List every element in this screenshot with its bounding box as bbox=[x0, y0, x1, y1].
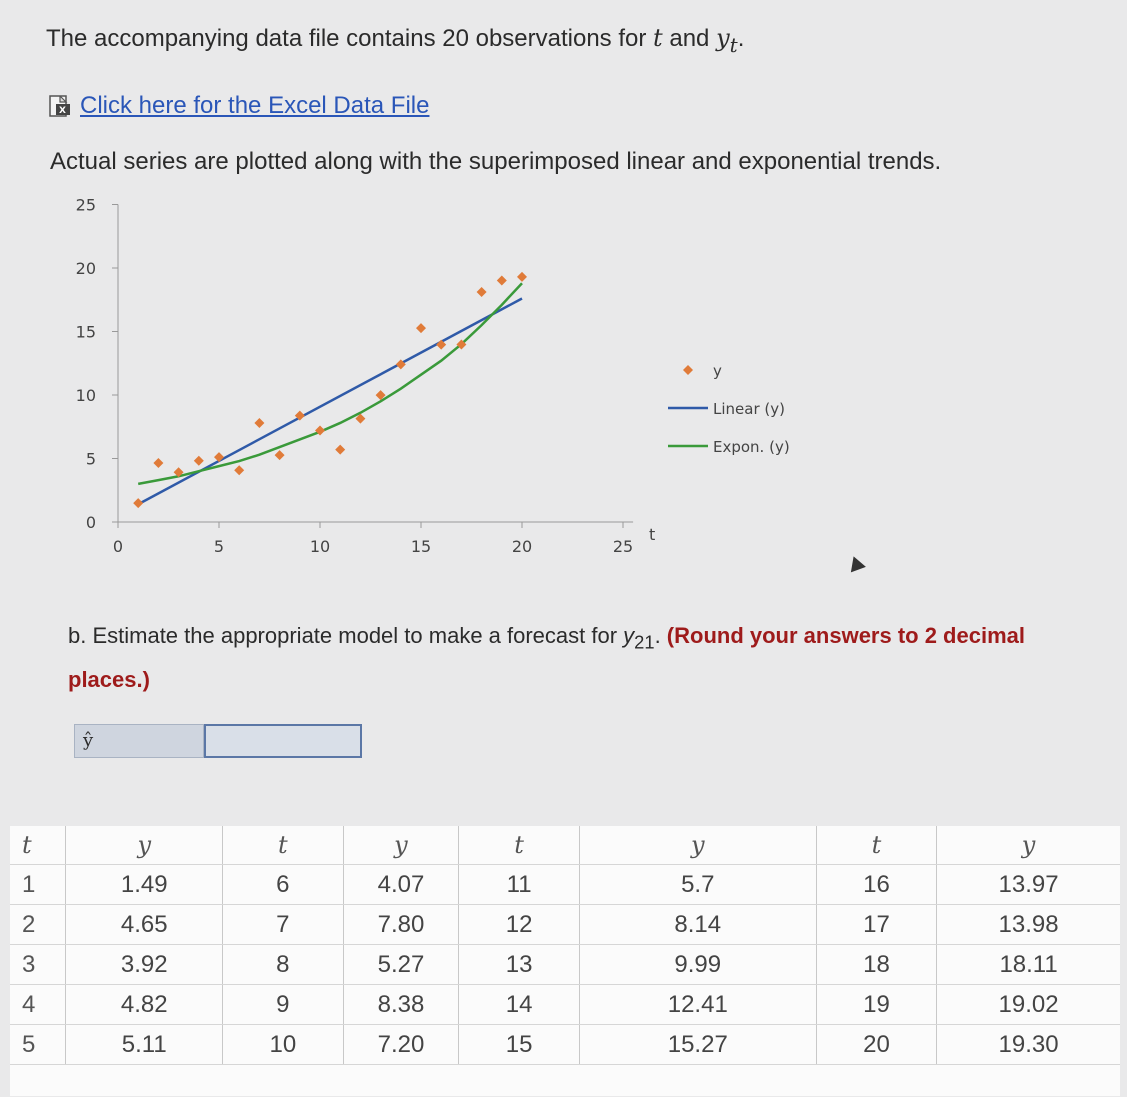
x-tick-label: 5 bbox=[213, 537, 225, 556]
y-tick-label: 20 bbox=[75, 259, 96, 278]
data-point bbox=[234, 465, 244, 475]
cell-y: 19.02 bbox=[937, 985, 1120, 1025]
table-row bbox=[10, 905, 1120, 945]
table-row bbox=[10, 865, 1120, 905]
intro-var-y: y bbox=[716, 24, 730, 52]
header-y: y bbox=[343, 826, 459, 865]
cell-y: 9.99 bbox=[579, 945, 816, 985]
yhat-input[interactable] bbox=[204, 724, 362, 758]
data-point bbox=[416, 323, 426, 333]
data-point bbox=[517, 272, 527, 282]
data-table-container bbox=[10, 826, 1120, 1096]
table-header-row bbox=[10, 826, 1120, 865]
row-index: 1 bbox=[10, 865, 66, 905]
excel-file-icon bbox=[48, 95, 74, 117]
question-b bbox=[68, 617, 1068, 699]
chart-legend bbox=[668, 362, 790, 456]
data-point bbox=[254, 418, 264, 428]
header-t: t bbox=[816, 826, 936, 865]
data-point bbox=[214, 452, 224, 462]
cell-y: 4.82 bbox=[66, 985, 223, 1025]
cell-t: 20 bbox=[816, 1025, 936, 1065]
question-prefix: b. Estimate the appropriate model to make a forecast for bbox=[68, 623, 624, 648]
legend-label-y: y bbox=[713, 362, 722, 380]
row-index: 2 bbox=[10, 905, 66, 945]
linear-trend-line bbox=[138, 298, 522, 504]
cell-y: 15.27 bbox=[579, 1025, 816, 1065]
cell-y: 5.11 bbox=[66, 1025, 223, 1065]
cell-y: 13.98 bbox=[937, 905, 1120, 945]
header-t: t bbox=[10, 826, 66, 865]
cell-y: 18.11 bbox=[937, 945, 1120, 985]
cell-t: 18 bbox=[816, 945, 936, 985]
data-point bbox=[194, 456, 204, 466]
x-axis-label: t bbox=[649, 525, 656, 544]
excel-link-row[interactable] bbox=[48, 92, 429, 120]
question-instruction: (Round your answers to 2 decimal places.) bbox=[68, 623, 1025, 693]
cell-t: 6 bbox=[223, 865, 343, 905]
data-point bbox=[275, 450, 285, 460]
header-t: t bbox=[223, 826, 343, 865]
cell-t: 16 bbox=[816, 865, 936, 905]
chart-series bbox=[133, 272, 527, 508]
chart-axes bbox=[76, 196, 656, 557]
x-tick-label: 20 bbox=[511, 537, 533, 556]
cell-t: 14 bbox=[459, 985, 579, 1025]
x-tick-label: 0 bbox=[112, 537, 124, 556]
cell-t: 7 bbox=[223, 905, 343, 945]
table-row bbox=[10, 985, 1120, 1025]
cell-t: 17 bbox=[816, 905, 936, 945]
cell-y: 13.97 bbox=[937, 865, 1120, 905]
cell-y: 5.7 bbox=[579, 865, 816, 905]
x-tick-label: 10 bbox=[309, 537, 331, 556]
legend-label-expon: Expon. (y) bbox=[713, 438, 790, 456]
cell-y: 5.27 bbox=[343, 945, 459, 985]
intro-prefix: The accompanying data file contains 20 observations for bbox=[46, 25, 654, 52]
cell-y: 1.49 bbox=[66, 865, 223, 905]
answer-row bbox=[74, 724, 362, 758]
intro-middle: and bbox=[662, 25, 717, 52]
row-index: 5 bbox=[10, 1025, 66, 1065]
cell-y: 7.80 bbox=[343, 905, 459, 945]
cell-y: 4.65 bbox=[66, 905, 223, 945]
legend-marker-y bbox=[683, 365, 693, 375]
cell-y: 7.20 bbox=[343, 1025, 459, 1065]
cell-t: 13 bbox=[459, 945, 579, 985]
intro-sub-t: t bbox=[729, 32, 738, 57]
cell-t: 10 bbox=[223, 1025, 343, 1065]
cell-t: 15 bbox=[459, 1025, 579, 1065]
cell-t: 11 bbox=[459, 865, 579, 905]
header-t: t bbox=[459, 826, 579, 865]
row-index: 3 bbox=[10, 945, 66, 985]
cell-y: 4.07 bbox=[343, 865, 459, 905]
x-tick-label: 25 bbox=[612, 537, 634, 556]
exponential-trend-line bbox=[138, 283, 522, 484]
yhat-label: ŷ bbox=[74, 724, 204, 758]
y-tick-label: 15 bbox=[75, 322, 96, 342]
y-tick-label: 0 bbox=[85, 513, 96, 532]
legend-label-linear: Linear (y) bbox=[713, 400, 785, 418]
data-point bbox=[133, 498, 143, 508]
table-row bbox=[10, 1025, 1120, 1065]
y-tick-label: 25 bbox=[75, 195, 96, 215]
data-table bbox=[10, 826, 1120, 1065]
table-row bbox=[10, 945, 1120, 985]
chart-caption: Actual series are plotted along with the superimposed linear and exponential trends. bbox=[50, 148, 942, 175]
cell-t: 19 bbox=[816, 985, 936, 1025]
trend-chart bbox=[0, 190, 860, 570]
data-point bbox=[477, 287, 487, 297]
data-point bbox=[335, 445, 345, 455]
data-point bbox=[153, 458, 163, 468]
y-tick-label: 5 bbox=[85, 449, 96, 469]
question-var: y bbox=[623, 623, 635, 648]
cell-t: 9 bbox=[223, 985, 343, 1025]
svg-text:X: X bbox=[59, 106, 66, 116]
cell-y: 19.30 bbox=[937, 1025, 1120, 1065]
cell-t: 8 bbox=[223, 945, 343, 985]
header-y: y bbox=[66, 826, 223, 865]
cell-y: 3.92 bbox=[66, 945, 223, 985]
x-tick-label: 15 bbox=[410, 537, 432, 556]
header-y: y bbox=[937, 826, 1120, 865]
cell-y: 8.38 bbox=[343, 985, 459, 1025]
header-y: y bbox=[579, 826, 816, 865]
y-tick-label: 10 bbox=[75, 386, 96, 405]
excel-data-link[interactable]: Click here for the Excel Data File bbox=[80, 92, 430, 119]
cell-y: 8.14 bbox=[579, 905, 816, 945]
question-sub: 21 bbox=[634, 631, 655, 653]
data-point bbox=[497, 275, 507, 285]
intro-suffix: . bbox=[737, 25, 745, 52]
intro-text bbox=[46, 24, 744, 58]
row-index: 4 bbox=[10, 985, 66, 1025]
cell-y: 12.41 bbox=[579, 985, 816, 1025]
cell-t: 12 bbox=[459, 905, 579, 945]
intro-var-t: t bbox=[653, 24, 663, 52]
question-period: . bbox=[654, 623, 661, 648]
